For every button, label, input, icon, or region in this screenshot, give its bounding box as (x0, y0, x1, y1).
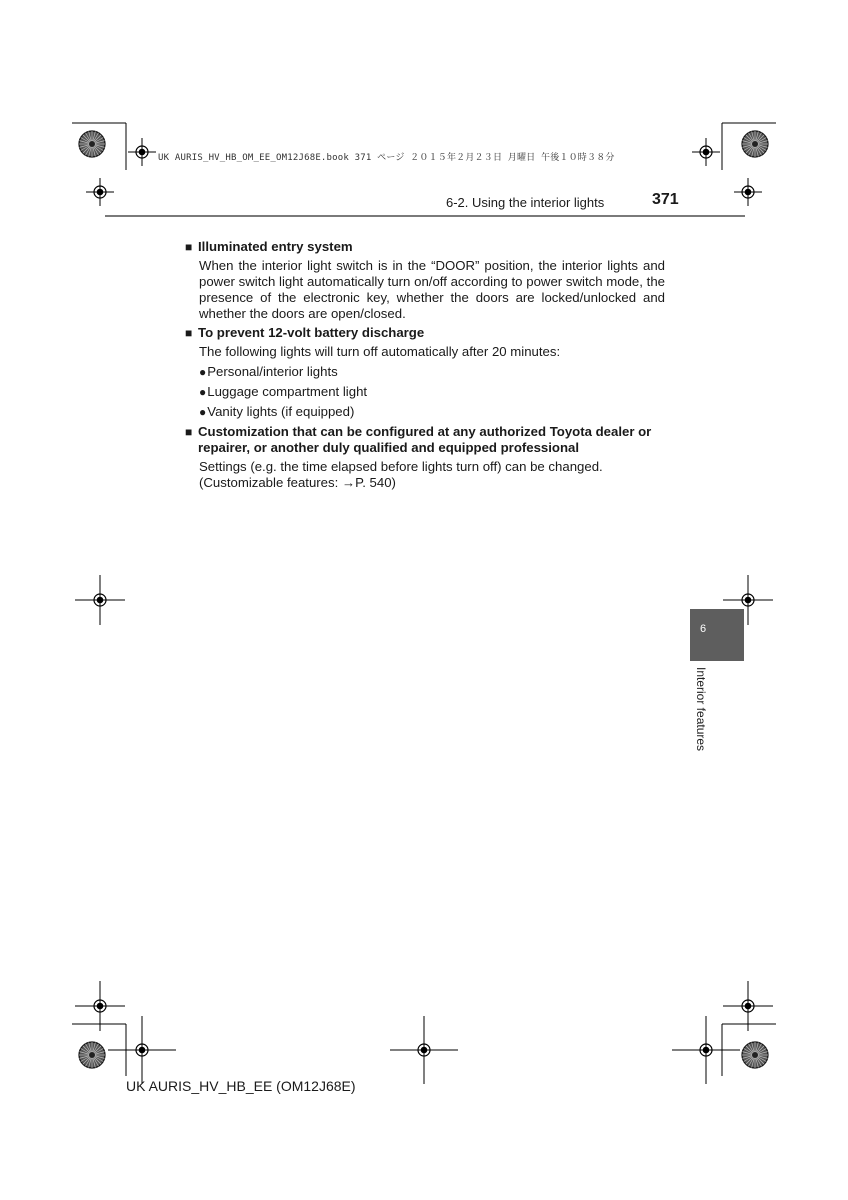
target-dot-icon (139, 149, 146, 156)
target-dot-icon (421, 1047, 428, 1054)
list-item (199, 384, 665, 400)
list-item-text: Personal/interior lights (207, 364, 338, 379)
circle-bullet-icon: ● (199, 365, 207, 379)
section-body: When the interior light switch is in the “DOOR” position, the interior lights and power switch light automatically turn on/off according to power switch mode, the presence of the electronic key, whether the doors are locked/unlocked and whether the doors are open/closed. (199, 258, 665, 321)
heading-text: Illuminated entry system (198, 239, 353, 254)
list-item-text: Vanity lights (if equipped) (207, 404, 355, 419)
section-body: (Customizable features: →P. 540) (199, 475, 396, 490)
heading-text: Customization that can be configured at any authorized Toyota dealer or repairer, or another duly qualified and equipped professional (198, 424, 652, 455)
starburst-center-icon (752, 1052, 758, 1058)
main-content (185, 236, 665, 494)
list-item-text: Luggage compartment light (207, 384, 368, 399)
section-body: The following lights will turn off automatically after 20 minutes: (199, 344, 561, 359)
chapter-number: 6 (700, 623, 707, 635)
section-heading (185, 239, 665, 255)
footer-model-code: UK AURIS_HV_HB_EE (OM12J68E) (126, 1078, 356, 1094)
list-item (199, 404, 665, 420)
target-dot-icon (703, 149, 710, 156)
circle-bullet-icon: ● (199, 385, 207, 399)
square-bullet-icon: ■ (185, 240, 193, 254)
square-bullet-icon: ■ (185, 425, 193, 439)
section-header: 6-2. Using the interior lights (446, 195, 605, 210)
target-dot-icon (745, 1003, 752, 1010)
target-dot-icon (97, 189, 104, 196)
section-body: Settings (e.g. the time elapsed before lights turn off) can be changed. (199, 459, 603, 474)
square-bullet-icon: ■ (185, 326, 193, 340)
book-info-line: UK AURIS_HV_HB_OM_EE_OM12J68E.book 371 ページ ２０１５年２月２３日 月曜日 午後１０時３８分 (158, 153, 615, 163)
section-heading (185, 325, 665, 341)
section-heading (185, 424, 665, 456)
starburst-center-icon (89, 1052, 95, 1058)
starburst-center-icon (752, 141, 758, 147)
starburst-center-icon (89, 141, 95, 147)
target-dot-icon (745, 597, 752, 604)
list-item (199, 364, 665, 380)
target-dot-icon (139, 1047, 146, 1054)
target-dot-icon (97, 1003, 104, 1010)
heading-text: To prevent 12-volt battery discharge (198, 325, 425, 340)
target-dot-icon (745, 189, 752, 196)
header-rule (105, 215, 745, 217)
target-dot-icon (97, 597, 104, 604)
target-dot-icon (703, 1047, 710, 1054)
circle-bullet-icon: ● (199, 405, 207, 419)
chapter-title: Interior features (694, 667, 708, 752)
chapter-tab (690, 609, 744, 661)
page-number: 371 (652, 191, 679, 208)
